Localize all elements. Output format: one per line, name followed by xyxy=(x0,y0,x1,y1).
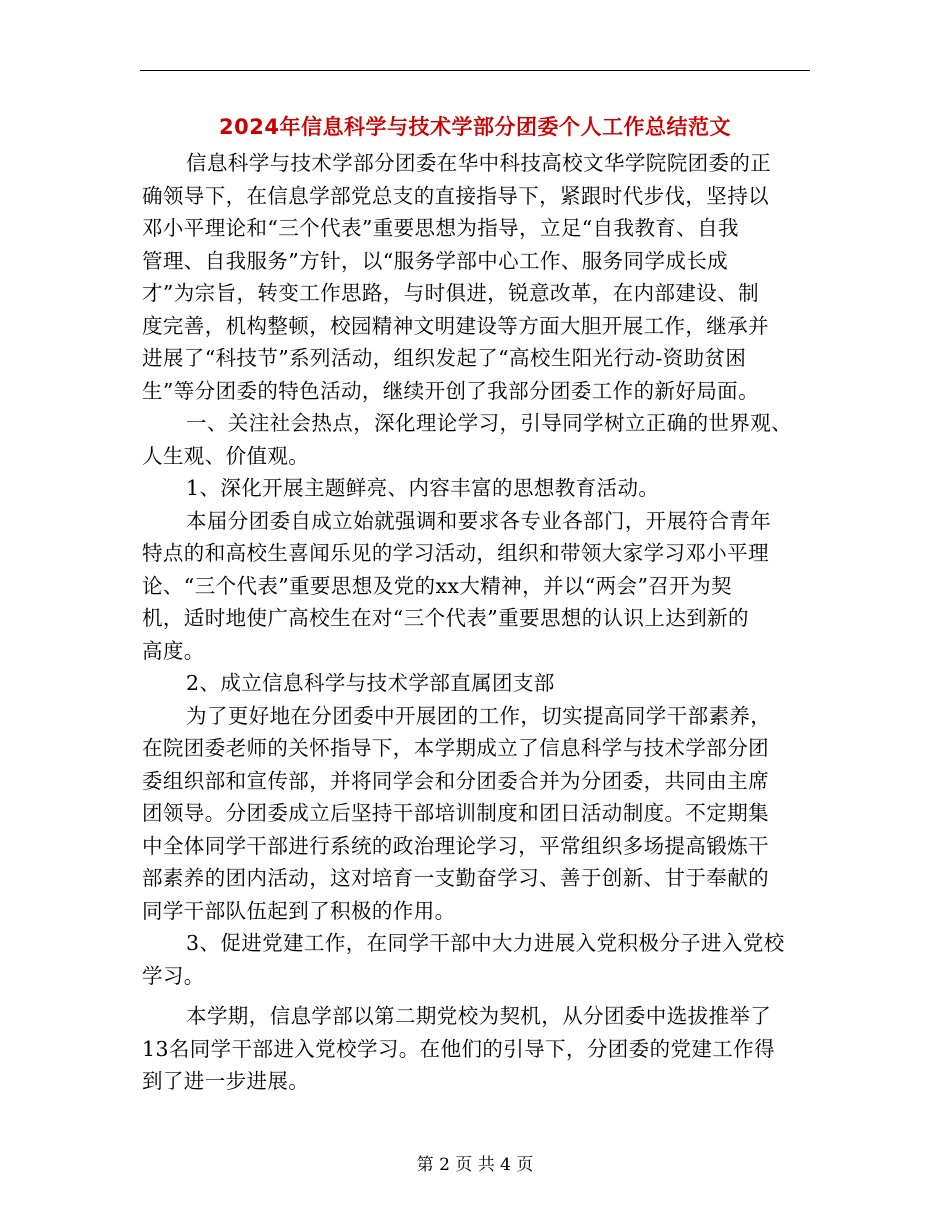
body-line: 邓小平理论和“三个代表”重要思想为指导，立足“自我教育、自我 xyxy=(142,216,739,240)
body-line: 本学期，信息学部以第二期党校为契机，从分团委中选拔推举了 xyxy=(186,1004,772,1028)
body-line: 在院团委老师的关怀指导下，本学期成立了信息科学与技术学部分团 xyxy=(142,736,769,760)
body-line: 委组织部和宣传部，并将同学会和分团委合并为分团委，共同由主席 xyxy=(142,768,769,793)
body-line: 同学干部队伍起到了积极的作用。 xyxy=(142,898,456,923)
paragraph-gap xyxy=(142,992,814,1000)
header-rule xyxy=(140,70,810,71)
body-line: 一、关注社会热点，深化理论学习，引导同学树立正确的世界观、 xyxy=(186,411,793,435)
page-number: 第 2 页 共 4 页 xyxy=(416,1155,534,1175)
body-line: 3、促进党建工作，在同学干部中大力进展入党积极分子进入党校 xyxy=(186,931,785,955)
body-line: 特点的和高校生喜闻乐见的学习活动，组织和带领大家学习邓小平理 xyxy=(142,541,769,565)
body-line: 1、深化开展主题鲜亮、内容丰富的思想教育活动。 xyxy=(186,476,660,500)
body-line: 部素养的团内活动，这对培育一支勤奋学习、善于创新、甘于奉献的 xyxy=(142,866,769,890)
body-line: 论、“三个代表”重要思想及党的xx大精神，并以“两会”召开为契 xyxy=(142,573,732,598)
body-line: 2、成立信息科学与技术学部直属团支部 xyxy=(186,671,555,695)
document-body xyxy=(142,147,814,1098)
body-line: 管理、自我服务”方针，以“服务学部中心工作、服务同学成长成 xyxy=(142,248,729,273)
body-line: 为了更好地在分团委中开展团的工作，切实提高同学干部素养， xyxy=(186,703,772,728)
body-line: 确领导下，在信息学部党总支的直接指导下，紧跟时代步伐，坚持以 xyxy=(142,183,769,208)
body-line: 中全体同学干部进行系统的政治理论学习，平常组织多场提高锻炼干 xyxy=(142,833,769,858)
body-line: 到了进一步进展。 xyxy=(142,1069,310,1093)
body-line: 高度。 xyxy=(142,638,205,663)
body-line: 机，适时地使广高校生在对“三个代表”重要思想的认识上达到新的 xyxy=(142,606,749,630)
body-line: 13名同学干部进入党校学习。在他们的引导下，分团委的党建工作得 xyxy=(142,1036,775,1061)
body-line: 本届分团委自成立始就强调和要求各专业各部门，开展符合青年 xyxy=(186,508,772,533)
body-line: 生”等分团委的特色活动，继续开创了我部分团委工作的新好局面。 xyxy=(142,378,759,403)
document-title: 2024年信息科学与技术学部分团委个人工作总结范文 xyxy=(219,115,731,139)
body-line: 才”为宗旨，转变工作思路，与时俱进，锐意改革，在内部建设、制 xyxy=(142,281,759,305)
body-line: 人生观、价值观。 xyxy=(142,443,310,468)
body-line: 进展了“科技节”系列活动，组织发起了“高校生阳光行动-资助贫困 xyxy=(142,346,747,370)
body-line: 度完善，机构整顿，校园精神文明建设等方面大胆开展工作，继承并 xyxy=(142,313,769,338)
body-line: 团领导。分团委成立后坚持干部培训制度和团日活动制度。不定期集 xyxy=(142,801,769,825)
body-line: 学习。 xyxy=(142,963,205,988)
body-line: 信息科学与技术学部分团委在华中科技高校文华学院院团委的正 xyxy=(186,151,772,175)
